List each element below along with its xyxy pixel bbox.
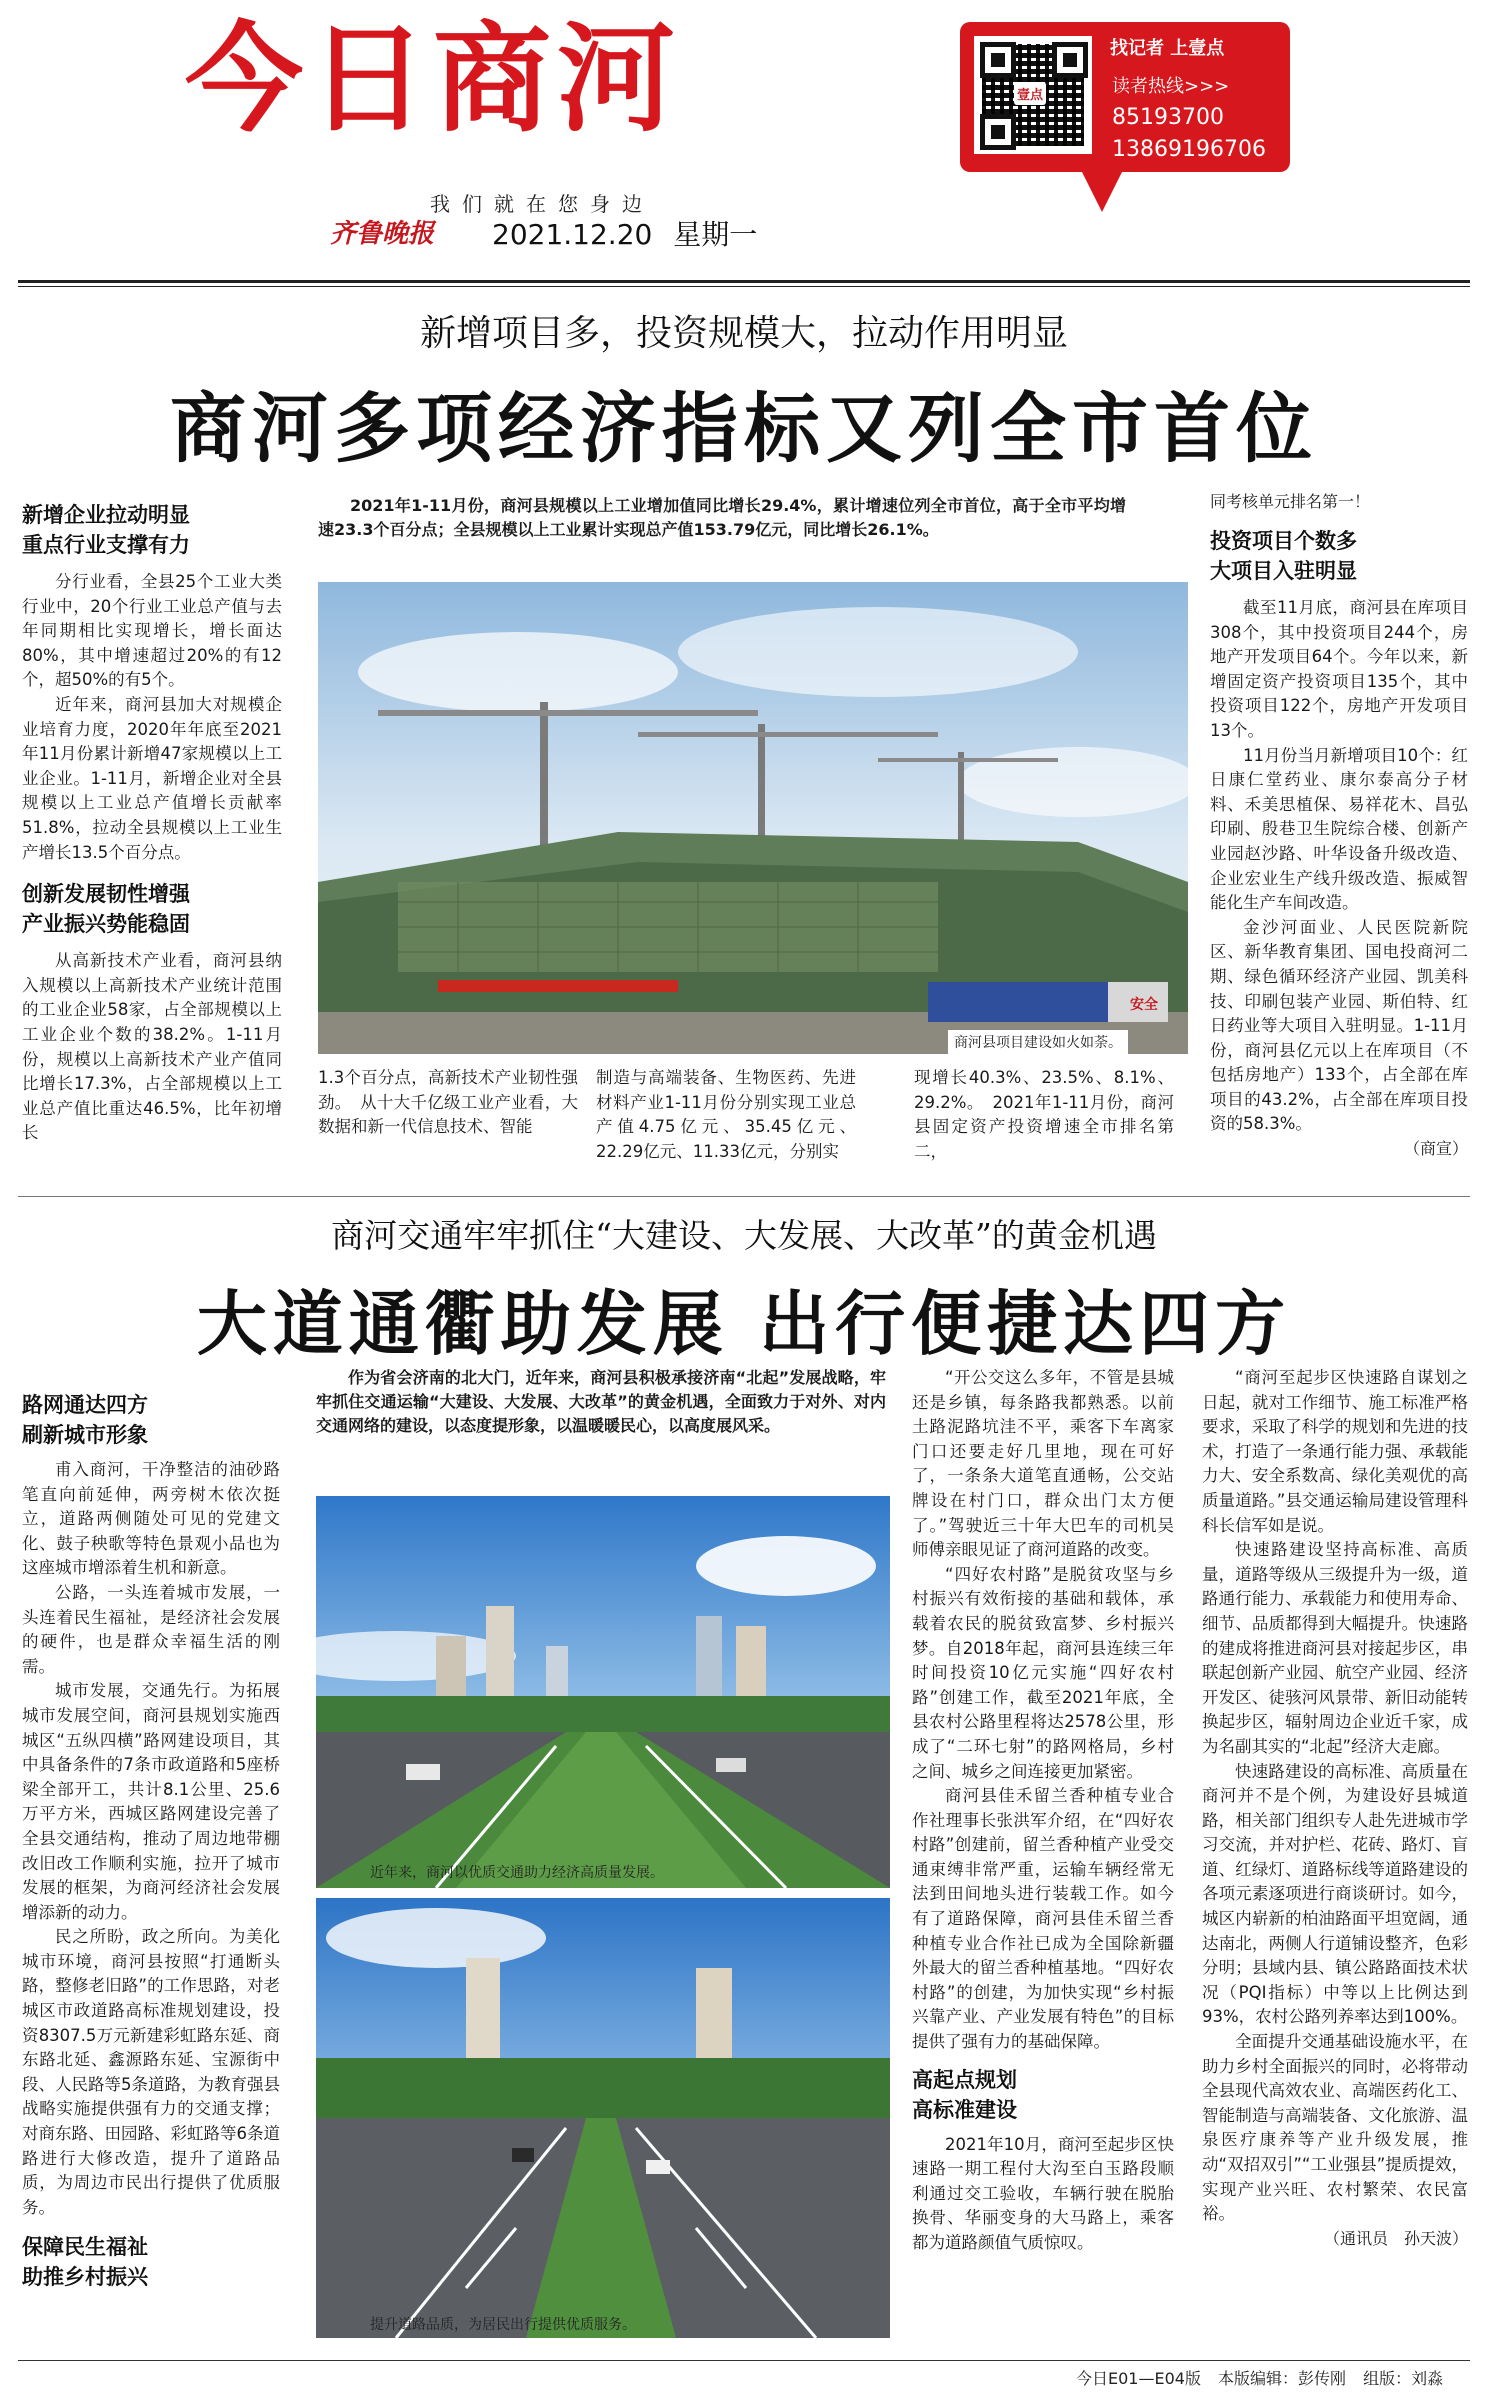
avenue-illustration — [316, 1898, 890, 2338]
story1-col1-title-1: 新增企业拉动明显 — [22, 503, 190, 527]
hotline-phone-2[interactable]: 13869196706 — [1112, 137, 1266, 162]
story2-col3-para: 2021年10月，商河至起步区快速路一期工程付大沟至白玉路段顺利通过交工验收，车辆行驶在脱胎换骨、华丽变身的大马路上，乘客都为道路颜值气质惊叹。 — [912, 2134, 1174, 2252]
story2-byline: （通讯员 孙天波） — [1323, 2228, 1468, 2248]
story2-col3-para: “开公交这么多年，不管是县城还是乡镇，每条路我都熟悉。以前土路泥路坑洼不平，乘客下车离家门口还要走好几里地，现在可好了，一条条大道笔直通畅，公交站牌设在村门口，群众出门太方便了。”驾驶近三十年大巴车的司机吴师傅亲眼见证了商河道路的改变。 — [912, 1368, 1174, 1560]
story2-col3-title-1: 高起点规划 — [912, 2067, 1017, 2092]
masthead-slogan: 我们就在您身边 — [430, 192, 654, 216]
construction-photo-caption: 商河县项目建设如火如荼。 — [948, 1030, 1128, 1054]
story2-col3-para: “四好农村路”是脱贫攻坚与乡村振兴有效衔接的基础和载体，承载着农民的脱贫致富梦、乡村振兴梦。自2018年起，商河县连续三年时间投资10亿元实施“四好农村路”创建工作，截至2021年底，全县农村公路里程将达2578公里，形成了“二环七射”的路网格局，乡村之间、城乡之间连接更加紧密。 — [912, 1564, 1174, 1781]
story1-col1-body — [22, 570, 282, 865]
footer-info — [1076, 2366, 1443, 2389]
story2-col1-para: 城市发展，交通先行。为拓展城市发展空间，商河县规划实施西城区“五纵四横”路网建设项目，其中具备条件的7条市政道路和5座桥梁全部开工，共计8.1公里、25.6万平方米，西城区路网建设完善了全县交通结构，推动了周边地带棚改旧改工作顺利实施，拉开了城市发展的框架，为商河经济社会发展增添新的动力。 — [22, 1681, 280, 1922]
boulevard-illustration — [316, 1496, 890, 1888]
story1-right-title-2: 大项目入驻明显 — [1210, 559, 1357, 583]
story2-col1-para: 甫入商河，干净整洁的油砂路笔直向前延伸，两旁树木依次挺立，道路两侧随处可见的党建文化、鼓子秧歌等特色景观小品也为这座城市增添着生机和新意。 — [22, 1460, 280, 1578]
story2-col4-para: “商河至起步区快速路自谋划之日起，就对工作细节、施工标准严格要求，采取了科学的规划和先进的技术，打造了一条通行能力强、承载能力大、安全系数高、绿化美观优的高质量道路。”县交通运输局建设管理科科长信军如是说。 — [1202, 1368, 1468, 1535]
story1-headline: 商河多项经济指标又列全市首位 — [170, 384, 1318, 473]
story2-col3-title-2: 高标准建设 — [912, 2097, 1017, 2122]
story2-column-1 — [22, 1390, 280, 2292]
qr-finder-tr — [1052, 42, 1088, 78]
boulevard-photo-caption: 近年来，商河以优质交通助力经济高质量发展。 — [370, 1865, 664, 1881]
story2-col4-body — [1202, 1366, 1468, 2227]
footer-designer: 组版：刘淼 — [1363, 2369, 1444, 2388]
story1-subcol-1: 1.3个百分点，高新技术产业韧性强劲。 从十大千亿级工业产业看，大数据和新一代信息技术、智能 — [318, 1068, 578, 1137]
story2-col3-body — [912, 1366, 1174, 2055]
masthead-rule — [18, 280, 1470, 283]
story2-col4-para: 快速路建设的高标准、高质量在商河并不是个例，为建设好县城道路，相关部门组织专人赴先进城市学习交流，并对护栏、花砖、路灯、盲道、红绿灯、道路标线等道路建设的各项元素逐项进行商谈研讨。如今，城区内崭新的柏油路面平坦宽阔，通达南北，两侧人行道铺设整齐，色彩分明；县域内县、镇公路路面技术状况（PQI指标）中等以上比例达到93%，农村公路列养率达到100%。 — [1202, 1761, 1468, 2027]
story1-right-para: 金沙河面业、人民医院新院区、新华教育集团、国电投商河二期、绿色循环经济产业园、凯美科技、印刷包装产业园、斯伯特、红日药业等大项目入驻明显。1-11月份，商河县亿元以上在库项目（不包括房地产）133个，占全部在库项目的43.2%，占全部在库项目投资的58.3%。 — [1210, 917, 1468, 1134]
story2-kicker: 商河交通牢牢抓住“大建设、大发展、大改革”的黄金机遇 — [331, 1216, 1157, 1255]
story1-column-right — [1210, 490, 1468, 1161]
hotline-label: 读者热线>>> — [1112, 76, 1230, 97]
story2-column-3 — [912, 1366, 1174, 2256]
story2-col1-body — [22, 1458, 280, 2220]
boulevard-photo — [316, 1496, 890, 1888]
story1-subcol-3: 现增长40.3%、23.5%、8.1%、29.2%。 2021年1-11月份，商河县固定资产投资增速全市排名第二， — [914, 1068, 1174, 1161]
issue-date: 2021.12.20 — [492, 218, 653, 251]
story2-col4-para: 全面提升交通基础设施水平，在助力乡村全面振兴的同时，必将带动全县现代高效农业、高端医药化工、智能制造与高端装备、文化旅游、温泉医疗康养等产业升级发展，推动“双招双引”“工业强县”提质提效，实现产业兴旺、农村繁荣、农民富裕。 — [1202, 2032, 1468, 2224]
footer-editor: 本版编辑：彭传刚 — [1218, 2369, 1347, 2388]
footer-rule — [18, 2360, 1470, 2361]
section-divider — [18, 1196, 1470, 1197]
qr-label: 壹点 — [1014, 82, 1046, 105]
paper-logo: 齐鲁晚报 — [330, 219, 435, 249]
site-banner-text: 安全 — [1130, 997, 1158, 1013]
qr-finder-tl — [980, 42, 1016, 78]
story1-column-1 — [22, 500, 282, 1146]
story2-column-4 — [1202, 1366, 1468, 2251]
masthead-rule-thin — [18, 286, 1470, 287]
story2-col1-title-1: 路网通达四方 — [22, 1393, 148, 1417]
story1-byline: （商宣） — [1403, 1139, 1468, 1159]
story1-col1-para: 近年来，商河县加大对规模企业培育力度，2020年年底至2021年11月份累计新增47家规模以上工业企业。1-11月，新增企业对全县规模以上工业总产值增长贡献率51.8%，拉动全县规模以上工业生产增长13.5个百分点。 — [22, 694, 282, 862]
story2-col3-body-2 — [912, 2133, 1174, 2256]
hotline-phone-1[interactable]: 85193700 — [1112, 105, 1224, 130]
story1-right-title-1: 投资项目个数多 — [1210, 529, 1357, 553]
story1-right-para: 截至11月底，商河县在库项目308个，其中投资项目244个，房地产开发项目64个。今年以来，新增固定资产投资项目135个，其中投资项目122个，房地产开发项目13个。 — [1210, 598, 1468, 740]
story1-col1-body-2 — [22, 949, 282, 1146]
reporter-prompt: 找记者 上壹点 — [1110, 38, 1225, 59]
story2-col1-para: 民之所盼，政之所向。为美化城市环境，商河县按照“打通断头路，整修老旧路”的工作思路，对老城区市政道路高标准规划建设，投资8307.5万元新建彩虹路东延、商东路北延、鑫源路东延、宝源街中段、人民路等5条道路，为教育强县战略实施提供强有力的交通支撑；对商东路、田园路、彩虹路等6条道路进行大修改造，提升了道路品质，为周边市民出行提供了优质服务。 — [22, 1927, 280, 2217]
qr-code[interactable] — [974, 36, 1092, 154]
story1-kicker: 新增项目多，投资规模大，拉动作用明显 — [419, 313, 1068, 354]
story1-col1-para: 从高新技术产业看，商河县纳入规模以上高新技术产业统计范围的工业企业58家，占全部规模以上工业企业个数的38.2%。1-11月份，规模以上高新技术产业产值同比增长17.3%，占全部规模以上工业总产值比重达46.5%，比年初增长 — [22, 951, 282, 1143]
story1-right-para: 11月份当月新增项目10个：红日康仁堂药业、康尔泰高分子材料、禾美思植保、易祥花木、昌弘印刷、殷巷卫生院综合楼、创新产业园赵沙路、叶华设备升级改造、企业宏业生产线升级改造、振威智能化生产车间改造。 — [1210, 745, 1468, 913]
avenue-photo — [316, 1898, 890, 2338]
story1-col1-title-3: 创新发展韧性增强 — [22, 882, 190, 907]
story1-subcol-2: 制造与高端装备、生物医药、先进材料产业1-11月份分别实现工业总产值4.75亿元、35.45亿元、22.29亿元、11.33亿元，分别实 — [596, 1068, 856, 1161]
qr-finder-bl — [980, 114, 1016, 150]
story1-col1-title-2: 重点行业支撑有力 — [22, 533, 190, 557]
construction-illustration — [318, 582, 1188, 1054]
story2-col1-title-3: 保障民生福祉 — [22, 2235, 148, 2260]
story2-lead: 作为省会济南的北大门，近年来，商河县积极承接济南“北起”发展战略，牢牢抓住交通运输“大建设、大发展、大改革”的黄金机遇，全面致力于对外、对内交通网络的建设，以态度提形象，以温暖暖民心，以高度展风采。 — [316, 1368, 886, 1435]
story2-col1-title-4: 助推乡村振兴 — [22, 2265, 148, 2290]
story1-col1-title-4: 产业振兴势能稳固 — [22, 912, 190, 937]
footer-page-range: 今日E01—E04版 — [1076, 2369, 1201, 2388]
story1-lead: 2021年1-11月份，商河县规模以上工业增加值同比增长29.4%，累计增速位列全市首位，高于全市平均增速23.3个百分点；全县规模以上工业累计实现总产值153.79亿元，同比增长26.1%。 — [318, 496, 1126, 539]
hotline-box-tail — [1080, 168, 1124, 212]
story2-col1-para: 公路，一头连着城市发展，一头连着民生福祉，是经济社会发展的硬件，也是群众幸福生活的刚需。 — [22, 1582, 280, 1676]
issue-weekday: 星期一 — [673, 218, 758, 251]
story2-col3-para: 商河县佳禾留兰香种植专业合作社理事长张洪军介绍，在“四好农村路”创建前，留兰香种植产业受交通束缚非常严重，运输车辆经常无法到田间地头进行装载工作。如今有了道路保障，商河县佳禾留兰香种植专业合作社已成为全国除新疆外最大的留兰香种植基地。“四好农村路”的创建，为加快实现“乡村振兴靠产业、产业发展有特色”的目标提供了强有力的基础保障。 — [912, 1786, 1174, 2052]
masthead-title: 今日商河 — [185, 10, 682, 148]
story2-col4-para: 快速路建设坚持高标准、高质量，道路等级从三级提升为一级，道路通行能力、承载能力和使用寿命、细节、品质都得到大幅提升。快速路的建成将推进商河县对接起步区，串联起创新产业园、航空产业园、经济开发区、徒骇河风景带、新旧动能转换起步区，辐射周边企业近千家，成为名副其实的“北起”经济大走廊。 — [1202, 1540, 1468, 1756]
story2-col1-title-2: 刷新城市形象 — [22, 1423, 148, 1447]
story2-headline: 大道通衢助发展 出行便捷达四方 — [196, 1282, 1292, 1365]
story1-right-top: 同考核单元排名第一！ — [1210, 492, 1371, 511]
avenue-photo-caption: 提升道路品质，为居民出行提供优质服务。 — [370, 2317, 636, 2333]
story1-col1-para: 分行业看，全县25个工业大类行业中，20个行业工业总产值与去年同期相比实现增长，增长面达80%，其中增速超过20%的有12个，超50%的有5个。 — [22, 572, 282, 690]
construction-photo — [318, 582, 1188, 1054]
story1-right-body — [1210, 596, 1468, 1137]
dateline — [492, 213, 757, 253]
